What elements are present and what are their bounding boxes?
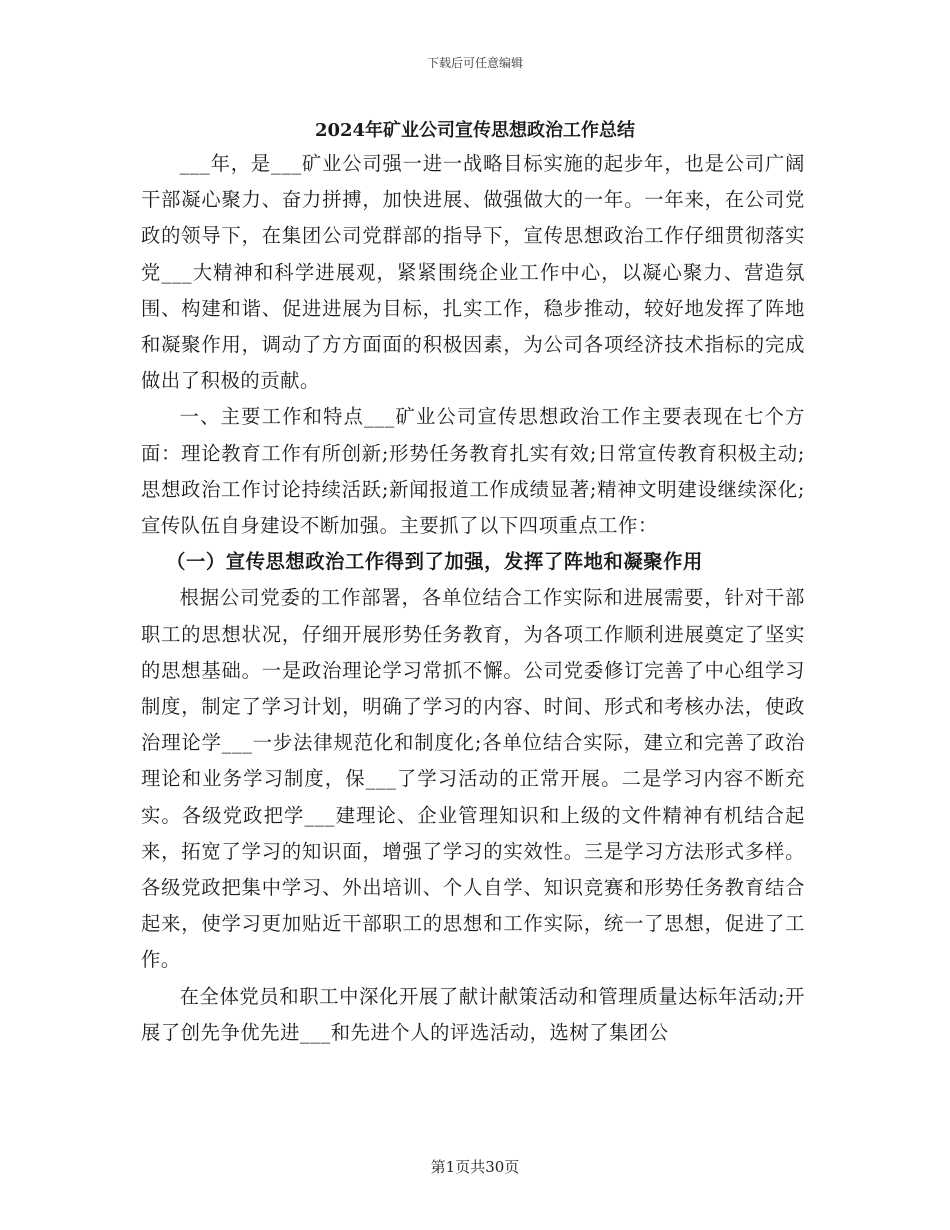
paragraph-intro: ___年，是___矿业公司强一进一战略目标实施的起步年，也是公司广阔干部凝心聚力、奋力拼搏，加快进展、做强做大的一年。一年来，在公司党政的领导下，在集团公司党群部的指导下，宣传思想政治工作仔细贯彻落实党___大精神和科学进展观，紧紧围绕企业工作中心，以凝心聚力、营造氛围、构建和谐、促进进展为目标，扎实工作，稳步推动，较好地发挥了阵地和凝聚作用，调动了方方面面的积极因素，为公司各项经济技术指标的完成做出了积极的贡献。 [141,152,805,393]
section-heading: （一）宣传思想政治工作得到了加强，发挥了阵地和凝聚作用 [166,550,703,574]
paragraph-section-one: 根据公司党委的工作部署，各单位结合工作实际和进展需要，针对干部职工的思想状况，仔细开展形势任务教育，为各项工作顺利进展奠定了坚实的思想基础。一是政治理论学习常抓不懈。公司党委修订完善了中心组学习制度，制定了学习计划，明确了学习的内容、时间、形式和考核办法，使政治理论学___一步法律规范化和制度化;各单位结合实际，建立和完善了政治理论和业务学习制度，保___了学习活动的正常开展。二是学习内容不断充实。各级党政把学___建理论、企业管理知识和上级的文件精神有机结合起来，拓宽了学习的知识面，增强了学习的实效性。三是学习方法形式多样。各级党政把集中学习、外出培训、个人自学、知识竞赛和形势任务教育结合起来，使学习更加贴近干部职工的思想和工作实际，统一了思想，促进了工作。 [141,586,805,972]
page-number: 第1页共30页 [430,1158,520,1176]
document-title: 2024年矿业公司宣传思想政治工作总结 [314,120,636,141]
document-body [141,146,805,1051]
header-note: 下载后可任意编辑 [426,56,523,70]
paragraph-activities: 在全体党员和职工中深化开展了献计献策活动和管理质量达标年活动;开展了创先争优先进___和先进个人的评选活动，选树了集团公 [141,984,805,1044]
paragraph-main-work: 一、主要工作和特点___矿业公司宣传思想政治工作主要表现在七个方面：理论教育工作有所创新;形势任务教育扎实有效;日常宣传教育积极主动;思想政治工作讨论持续活跃;新闻报道工作成绩显著;精神文明建设继续深化;宣传队伍自身建设不断加强。主要抓了以下四项重点工作： [141,405,805,538]
